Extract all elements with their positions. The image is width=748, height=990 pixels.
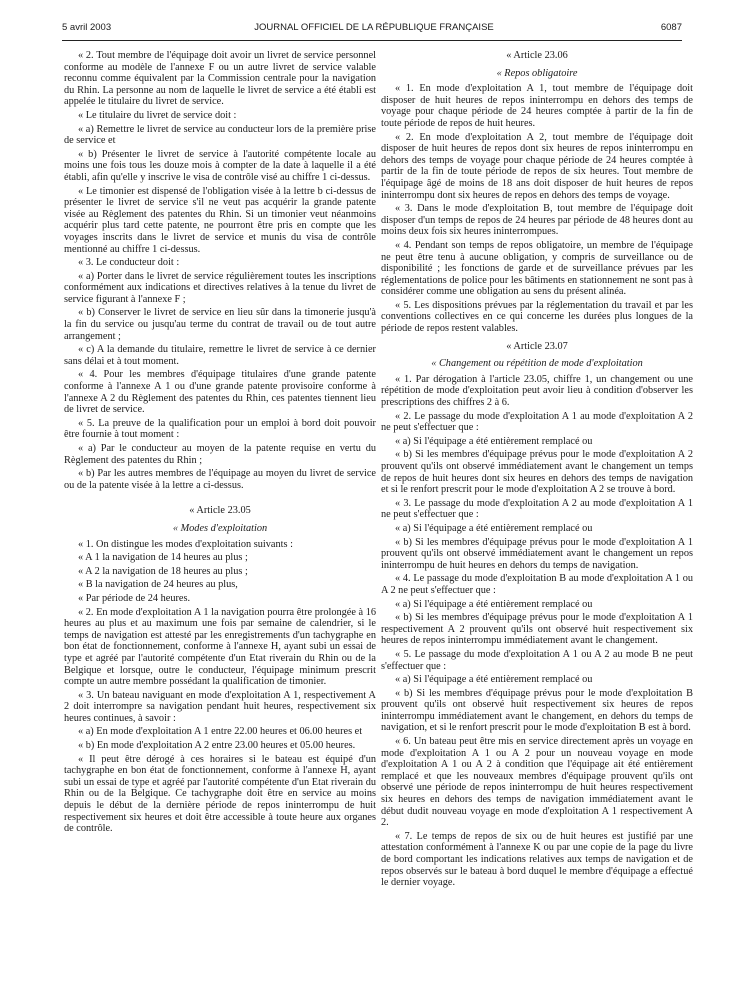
- paragraph: « a) Si l'équipage a été entièrement remplacé ou: [395, 435, 593, 447]
- article-23-05-title: « Article 23.05: [189, 505, 251, 517]
- header-page-number: 6087: [660, 22, 682, 33]
- paragraph: « Le timonier est dispensé de l'obligation visée à la lettre b ci-dessus de présenter le livret de service s'il ne veut pas acquérir la grande patente visée au Règlement des patentes du Rhin. Si un timonier veut néanmoins acquérir plus tard cette patente, ne pourront être pris en compte que les voyages inscrits dans le livret de service et munis du visa de contrôle mentionné au chiffre 1 ci-dessus.: [64, 185, 376, 255]
- paragraph: « A 2 la navigation de 18 heures au plus ;: [78, 565, 248, 577]
- left-paragraphs: [64, 50, 376, 491]
- paragraph: « 5. Le passage du mode d'exploitation A 1 ou A 2 au mode B ne peut s'effectuer que :: [381, 648, 693, 672]
- right-paragraphs: [381, 83, 693, 334]
- paragraph: « Il peut être dérogé à ces horaires si le bateau est équipé d'un tachygraphe en bon état de fonctionnement, conforme à l'annexe H, ayant subi un essai de type et agréé par l'autorité compétente d'un Etat riverain du Rhin ou de la Belgique. Ce tachygraphe doit être en service au moins depuis le début de la dernière période de repos ininterrompu de huit respectivement six heures et doit être accessible à toute heure aux organes de contrôle.: [64, 753, 376, 835]
- paragraph: « 5. Les dispositions prévues par la réglementation du travail et par les conventions collectives en ce qui concerne les durées plus longues de la période de repos restent valables.: [381, 299, 693, 335]
- header-rule: [62, 40, 682, 41]
- paragraph: « 4. Pendant son temps de repos obligatoire, un membre de l'équipage ne peut être tenu à aucune obligation, y compris de surveillance ou de disponibilité ; les fonctions de garde et de surveillance prévues par les réglementations de police pour les bâtiments en stationnement ne sont pas à considérer comme une obligation au sens du présent alinéa.: [381, 239, 693, 298]
- paragraph: « a) Si l'équipage a été entièrement remplacé ou: [395, 674, 593, 686]
- article-23-05-subtitle: « Modes d'exploitation: [172, 522, 268, 534]
- paragraph: « Le titulaire du livret de service doit :: [78, 109, 237, 121]
- paragraph: « A 1 la navigation de 14 heures au plus ;: [78, 552, 248, 564]
- paragraph: « b) Conserver le livret de service en lieu sûr dans la timonerie jusqu'à la fin du service ou jusqu'au terme du contrat de travail ou de tout autre arrangement ;: [64, 307, 376, 342]
- article-23-07-title: « Article 23.07: [506, 340, 568, 352]
- paragraph: « 4. Le passage du mode d'exploitation B au mode d'exploitation A 1 ou A 2 ne peut s'effectuer que :: [381, 573, 693, 596]
- paragraph: « 4. Pour les membres d'équipage titulaires d'une grande patente conforme à l'annexe A 1 ou d'une grande patente provisoire conforme à l'annexe A 2 du Règlement des patentes du Rhin, ces patentes tiennent lieu de livret de service.: [64, 369, 376, 416]
- paragraph: « b) Si les membres d'équipage prévus pour le mode d'exploitation B prouvent qu'ils ont observé huit respectivement six heures de repos ininterrompu immédiatement avant le changement, en dehors du temps de navigation, et si le renfort prescrit pour le mode d'exploitation B est à bord.: [381, 687, 693, 734]
- article-23-06-subtitle: « Repos obligatoire: [496, 67, 578, 79]
- paragraph: « a) Par le conducteur au moyen de la patente requise en vertu du Règlement des patentes du Rhin ;: [64, 443, 376, 466]
- paragraph: « b) Par les autres membres de l'équipage au moyen du livret de service ou de la patente visée à la lettre a ci-dessus.: [64, 468, 376, 491]
- paragraph: « b) Si les membres d'équipage prévus pour le mode d'exploitation A 1 respectivement A 2 prouvent qu'ils ont observé huit respectivement six heures de repos ininterrompu immédiatement avant le changement.: [381, 612, 693, 647]
- paragraph: « b) Si les membres d'équipage prévus pour le mode d'exploitation A 1 prouvent qu'ils ont observé immédiatement avant le changement un repos ininterrompu de huit heures en dehors du temps de navigation.: [381, 536, 693, 571]
- paragraph: « 3. Le passage du mode d'exploitation A 2 au mode d'exploitation A 1 ne peut s'effectuer que :: [381, 497, 693, 521]
- paragraph: « 3. Un bateau naviguant en mode d'exploitation A 1, respectivement A 2 doit interrompre sa navigation pendant huit heures, respectivement six heures continues, à savoir :: [64, 689, 376, 724]
- paragraph: « b) En mode d'exploitation A 2 entre 23.00 heures et 05.00 heures.: [78, 740, 356, 752]
- paragraph: « 2. En mode d'exploitation A 1 la navigation pourra être prolongée à 16 heures au plus et au maximum une fois par semaine de calendrier, si le temps de navigation est attesté par les enregistrements d'un tachygraphe en bon état de fonctionnement, conforme à l'annexe H, ayant subi un essai de type et agréé par l'autorité compétente d'un Etat riverain du Rhin ou de la Belgique et lorsque, outre le conducteur, l'équipage minimum prescrit compte un autre membre possédant la qualification de timonier.: [64, 606, 376, 688]
- right-column: [381, 50, 693, 975]
- article-23-07-subtitle: « Changement ou répétition de mode d'exploitation: [431, 358, 643, 370]
- paragraph: « 7. Le temps de repos de six ou de huit heures est justifié par une attestation conformément à l'annexe K ou par une copie de la page du livre de bord comportant les indications relatives aux temps de navigation et de repos observés sur le bateau à bord duquel le membre d'équipage a effectué le dernier voyage.: [381, 830, 693, 889]
- paragraph: « a) Porter dans le livret de service régulièrement toutes les inscriptions conformément aux indications et directives relatives à la tenue du livret de service figurant à l'annexe F ;: [64, 270, 376, 305]
- paragraph: « b) Si les membres d'équipage prévus pour le mode d'exploitation A 2 prouvent qu'ils ont observé immédiatement avant le changement un temps de repos de huit heures dont six heures en dehors des temps de navigation et si le renfort prescrit pour le mode d'exploitation A 2 se trouve à bord.: [381, 449, 693, 496]
- paragraph: « 2. Le passage du mode d'exploitation A 1 au mode d'exploitation A 2 ne peut s'effectuer que :: [381, 410, 693, 434]
- left-column: [64, 50, 376, 975]
- paragraph: « 1. Par dérogation à l'article 23.05, chiffre 1, un changement ou une répétition de mode d'exploitation peut avoir lieu à condition d'observer les prescriptions des chiffres 2 à 6.: [381, 373, 693, 409]
- paragraph: « 1. En mode d'exploitation A 1, tout membre de l'équipage doit disposer de huit heures de repos ininterrompu en dehors des temps de voyage pour chaque période de 24 heures comptée à partir de la fin de toute période de repos de huit heures.: [381, 83, 693, 129]
- paragraph: « 6. Un bateau peut être mis en service directement après un voyage en mode d'exploitation A 1 ou A 2 pour un nouveau voyage en mode d'exploitation A 1 ou A 2 à condition que l'équipage ait été entièrement remplacé et que les nouveaux membres d'équipage prouvent qu'ils ont observé une période de repos ininterrompu de huit heures respectivement six heures en dehors des temps de navigation immédiatement avant le début dudit nouveau voyage en mode d'exploitation A 1 respectivement A 2.: [381, 736, 693, 829]
- left-paragraphs-2: [64, 539, 376, 835]
- paragraph: « 3. Dans le mode d'exploitation B, tout membre de l'équipage doit disposer d'un temps de repos de 24 heures par période de 48 heures dont au moins deux fois six heures ininterrompues.: [381, 203, 693, 238]
- paragraph: « a) En mode d'exploitation A 1 entre 22.00 heures et 06.00 heures et: [78, 726, 363, 738]
- header-date: 5 avril 2003: [62, 22, 112, 33]
- paragraph: « a) Remettre le livret de service au conducteur lors de la première prise de service et: [64, 123, 376, 147]
- paragraph: « B la navigation de 24 heures au plus,: [78, 579, 238, 591]
- paragraph: « Par période de 24 heures.: [78, 592, 191, 604]
- paragraph: « a) Si l'équipage a été entièrement remplacé ou: [395, 522, 593, 534]
- paragraph: « b) Présenter le livret de service à l'autorité compétente locale au moins une fois tous les douze mois à compter de la date à laquelle il a été établi, afin qu'elle y inscrive le visa de contrôle visé au chiffre 1 ci-dessus.: [64, 148, 376, 183]
- paragraph: « 5. La preuve de la qualification pour un emploi à bord doit pouvoir être fournie à tout moment :: [64, 417, 376, 441]
- article-23-06-title: « Article 23.06: [506, 50, 568, 61]
- paragraph: « 1. On distingue les modes d'exploitation suivants :: [78, 538, 293, 550]
- paragraph: « 2. Tout membre de l'équipage doit avoir un livret de service personnel conforme au modèle de l'annexe F ou un autre livret de service valable reconnu comme équivalent par la Commission centrale pour la navigation du Rhin. La personne au nom de laquelle le livret de service a été établi est appelée le titulaire du livret de service.: [64, 50, 376, 108]
- paragraph: « c) A la demande du titulaire, remettre le livret de service à ce dernier sans délai et à tout moment.: [64, 344, 376, 367]
- paragraph: « a) Si l'équipage a été entièrement remplacé ou: [395, 598, 593, 610]
- header-title: JOURNAL OFFICIEL DE LA RÉPUBLIQUE FRANÇAISE: [254, 22, 494, 33]
- paragraph: « 3. Le conducteur doit :: [78, 257, 180, 269]
- paragraph: « 2. En mode d'exploitation A 2, tout membre de l'équipage doit disposer de huit heures de repos dont six heures de repos ininterrompu en dehors des temps de voyage pour chaque période de 24 heures comptée à partir de la fin de toute période de repos de six heures. Tout membre de l'équipage âgé de moins de 18 ans doit disposer de huit heures de repos ininterrompu dont six heures de repos en dehors des temps de voyage.: [381, 131, 693, 201]
- right-paragraphs-2: [381, 374, 693, 889]
